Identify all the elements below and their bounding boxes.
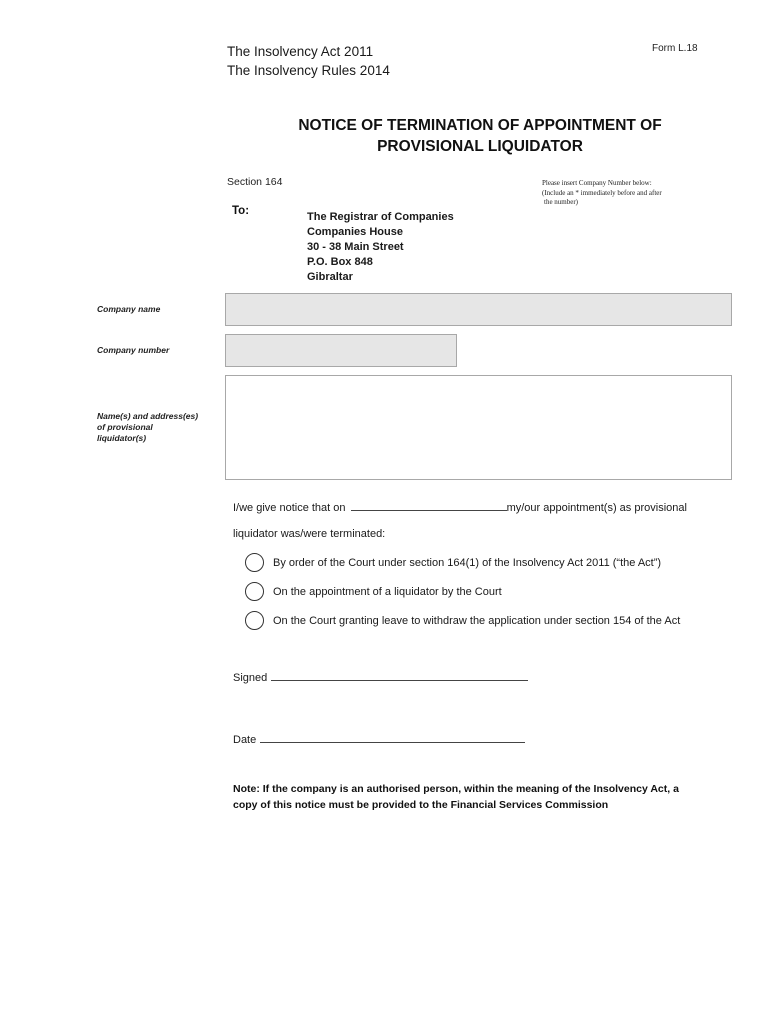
date-label: Date <box>233 734 257 746</box>
signed-row <box>233 672 528 684</box>
company-name-label: Company name <box>97 304 161 314</box>
to-label: To: <box>232 205 250 217</box>
option-label: On the appointment of a liquidator by the Court <box>273 585 502 598</box>
date-row <box>233 734 525 746</box>
act-title: The Insolvency Act 2011 <box>227 44 374 59</box>
address-line: The Registrar of Companies <box>307 211 454 223</box>
label-line: Name(s) and address(es) <box>97 411 199 421</box>
company-number-label: Company number <box>97 345 170 355</box>
option-liquidator-appointment[interactable] <box>245 582 502 601</box>
form-number: Form L.18 <box>652 43 698 54</box>
company-number-instruction <box>542 179 662 208</box>
liquidators-label <box>97 411 198 444</box>
address-line: P.O. Box 848 <box>307 256 373 268</box>
section-reference: Section 164 <box>227 176 283 188</box>
company-name-field[interactable] <box>225 293 732 326</box>
option-label: By order of the Court under section 164(1) of the Insolvency Act 2011 (“the Act”) <box>273 556 662 569</box>
note-line-1: Note: If the company is an authorised person, within the meaning of the Insolvency Act, a <box>233 783 679 795</box>
notice-sentence <box>233 502 687 514</box>
signed-label: Signed <box>233 672 268 684</box>
termination-date-line[interactable] <box>351 510 507 511</box>
registrar-address <box>307 210 454 285</box>
act-references <box>227 42 390 80</box>
date-line[interactable] <box>260 742 525 743</box>
instruction-line-2: (Include an * immediately before and after <box>542 188 662 197</box>
radio-button[interactable] <box>245 582 264 601</box>
radio-button[interactable] <box>245 553 264 572</box>
notice-line-2: liquidator was/were terminated: <box>233 528 386 540</box>
page-title <box>230 115 730 157</box>
option-label: On the Court granting leave to withdraw the application under section 154 of the Act <box>273 614 681 627</box>
address-line: Companies House <box>307 226 403 238</box>
instruction-line-1: Please insert Company Number below: <box>542 179 652 187</box>
address-line: Gibraltar <box>307 271 353 283</box>
title-line-2: PROVISIONAL LIQUIDATOR <box>377 138 583 155</box>
option-court-order[interactable] <box>245 553 661 572</box>
rules-title: The Insolvency Rules 2014 <box>227 63 390 78</box>
label-line: of provisional <box>97 422 153 432</box>
address-line: 30 - 38 Main Street <box>307 241 404 253</box>
radio-button[interactable] <box>245 611 264 630</box>
company-number-field[interactable] <box>225 334 457 367</box>
title-line-1: NOTICE OF TERMINATION OF APPOINTMENT OF <box>298 117 662 134</box>
signature-line[interactable] <box>271 680 528 681</box>
notice-text-before: I/we give notice that on <box>233 502 346 514</box>
notice-text-after: my/our appointment(s) as provisional <box>506 502 687 514</box>
liquidators-field[interactable] <box>225 375 732 480</box>
option-withdraw-application[interactable] <box>245 611 680 630</box>
label-line: liquidator(s) <box>97 433 147 443</box>
note-line-2: copy of this notice must be provided to the Financial Services Commission <box>233 799 609 811</box>
authorised-person-note <box>233 781 733 813</box>
instruction-line-3: the number) <box>544 198 579 206</box>
